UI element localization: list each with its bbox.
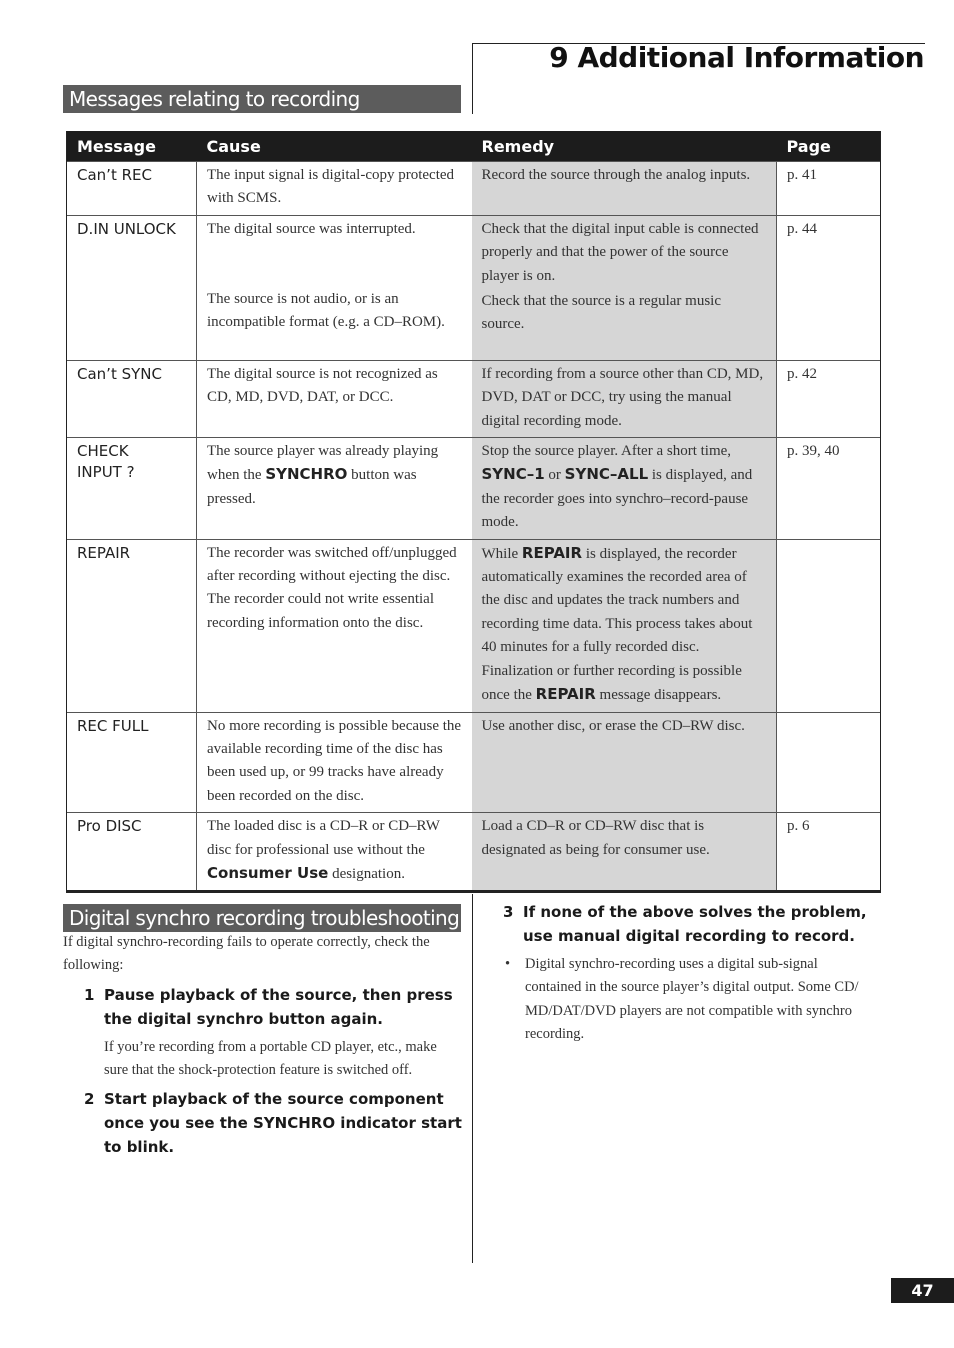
- repair-keyword: REPAIR: [535, 685, 596, 704]
- remedy-cell: Use another disc, or erase the CD–RW disc.: [472, 712, 777, 813]
- message-cell: Can’t REC: [67, 162, 197, 216]
- cause-text: The source is not audio, or is an incompatible format (e.g. a CD–ROM).: [207, 290, 445, 331]
- step-text: Pause playback of the source, then press the digital synchro button again.: [104, 986, 453, 1028]
- table-row: [67, 813, 881, 892]
- table-row: [67, 539, 881, 712]
- remedy-text: or: [544, 467, 565, 484]
- message-cell: Can’t SYNC: [67, 360, 197, 437]
- remedy-text: is displayed, and the recorder goes into synchro–record-pause mode.: [481, 467, 753, 531]
- cause-text: The loaded disc is a CD–R or CD–RW disc for professional use without the: [207, 818, 440, 858]
- step-text: Start playback of the source component once you see the SYNCHRO indicator start to blink.: [104, 1090, 462, 1156]
- sync1-keyword: SYNC–1: [481, 465, 545, 484]
- remedy-text: message disappears.: [595, 687, 722, 704]
- page-number: 47: [891, 1278, 954, 1303]
- remedy-cell: [472, 539, 777, 712]
- table-row: [67, 215, 881, 360]
- step-number: 3: [503, 903, 514, 921]
- page-cell: [777, 712, 881, 813]
- message-line: INPUT ?: [77, 463, 135, 482]
- page-cell: p. 39, 40: [777, 438, 881, 540]
- table-row: [67, 712, 881, 813]
- remedy-text: While: [481, 545, 522, 562]
- chapter-title: 9 Additional Information: [549, 41, 924, 74]
- header-remedy: Remedy: [472, 131, 777, 162]
- chapter-rule-vertical: [472, 43, 473, 114]
- repair-keyword: REPAIR: [521, 543, 583, 562]
- message-cell: REC FULL: [67, 712, 197, 813]
- table-row: [67, 162, 881, 216]
- cause-cell: The digital source is not recognized as CD, MD, DVD, DAT, or DCC.: [197, 360, 472, 437]
- cause-cell: [197, 438, 472, 540]
- page-cell: p. 42: [777, 360, 881, 437]
- syncall-keyword: SYNC–ALL: [564, 465, 649, 484]
- step-2: [84, 1087, 464, 1159]
- message-line: CHECK: [77, 442, 129, 461]
- step-number: 2: [84, 1090, 95, 1108]
- cause-text: designation.: [328, 865, 405, 882]
- messages-table: [66, 131, 881, 893]
- bullet-text: Digital synchro-recording uses a digital sub-signal contained in the source player’s digital output. Some CD/ MD/DAT/DVD players are not compatible with synchro recording.: [525, 956, 859, 1043]
- message-cell: [67, 438, 197, 540]
- page-cell: p. 41: [777, 162, 881, 216]
- step-1: [84, 983, 464, 1031]
- header-cause: Cause: [197, 131, 472, 162]
- troubleshooting-intro: If digital synchro-recording fails to operate correctly, check the following:: [63, 934, 430, 974]
- step-1-note: If you’re recording from a portable CD player, etc., make sure that the shock-protection feature is switched off.: [104, 1039, 437, 1079]
- header-page: Page: [777, 131, 881, 162]
- section-heading-messages: Messages relating to recording: [63, 85, 461, 113]
- cause-cell: [197, 813, 472, 892]
- page-cell: [777, 539, 881, 712]
- remedy-cell: If recording from a source other than CD, MD, DVD, DAT or DCC, try using the manual digital recording mode.: [472, 360, 777, 437]
- step-text: If none of the above solves the problem, use manual digital recording to record.: [523, 903, 867, 945]
- cause-cell: The recorder was switched off/unplugged after recording without ejecting the disc. The recorder could not write essential recording information onto the disc.: [197, 539, 472, 712]
- remedy-text: Check that the source is a regular music source.: [481, 292, 722, 333]
- remedy-cell: Record the source through the analog inputs.: [472, 162, 777, 216]
- page-cell: p. 6: [777, 813, 881, 892]
- cause-text: button was pressed.: [207, 467, 417, 507]
- cause-cell: No more recording is possible because the available recording time of the disc has been used up, or 99 tracks have already been recorded on the disc.: [197, 712, 472, 813]
- remedy-text: Check that the digital input cable is connected properly and that the power of the source player is on.: [481, 220, 759, 284]
- message-cell: REPAIR: [67, 539, 197, 712]
- cause-cell: [197, 215, 472, 360]
- remedy-cell: Load a CD–R or CD–RW disc that is designated as being for consumer use.: [472, 813, 777, 892]
- header-message: Message: [67, 131, 197, 162]
- bullet-icon: •: [505, 956, 511, 972]
- table-row: [67, 360, 881, 437]
- message-cell: Pro DISC: [67, 813, 197, 892]
- step-3-bullet: [505, 953, 867, 1047]
- table-row: [67, 438, 881, 540]
- column-divider: [472, 894, 473, 1263]
- cause-text: The source player was already playing when the: [207, 443, 439, 484]
- section-heading-troubleshooting: Digital synchro recording troubleshooting: [63, 904, 461, 932]
- message-cell: D.IN UNLOCK: [67, 215, 197, 360]
- synchro-keyword: SYNCHRO: [265, 465, 348, 484]
- remedy-cell: [472, 438, 777, 540]
- remedy-text: is displayed, the recorder automatically examines the recorded area of the disc and updates the track numbers and recording time data. This process takes about 40 minutes for a fully recorded disc. Finalization or further recording is possible once the: [481, 545, 753, 704]
- remedy-cell: [472, 215, 777, 360]
- step-3: [503, 900, 883, 948]
- cause-text: The digital source was interrupted.: [207, 220, 416, 237]
- cause-cell: The input signal is digital-copy protected with SCMS.: [197, 162, 472, 216]
- page-cell: p. 44: [777, 215, 881, 360]
- step-number: 1: [84, 986, 95, 1004]
- table-header-row: [67, 131, 881, 162]
- consumer-use-keyword: Consumer Use: [207, 863, 329, 882]
- remedy-text: Stop the source player. After a short time,: [481, 443, 732, 460]
